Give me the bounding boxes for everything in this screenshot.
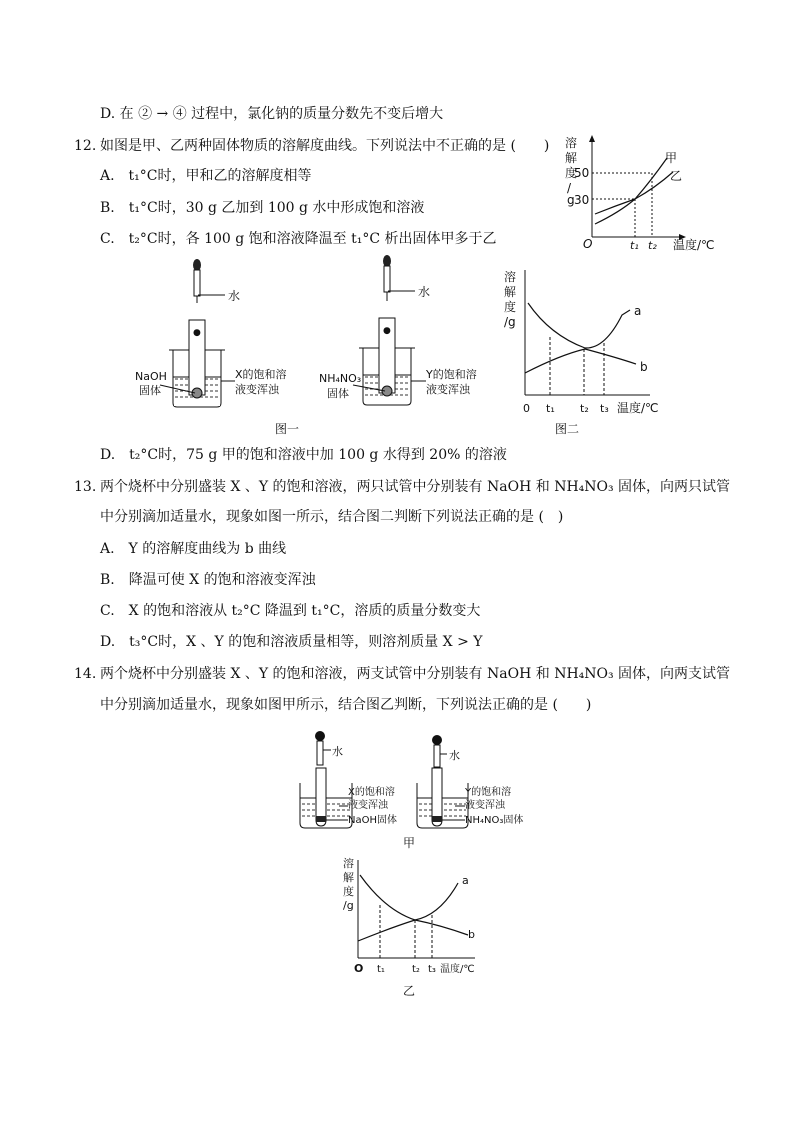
- figure-jia-beakers: [295, 728, 535, 853]
- yi-curve-b: [358, 920, 468, 941]
- dropper-left: [193, 259, 225, 303]
- q13-option-c[interactable]: C. X 的饱和溶液从 t₂°C 降温到 t₁°C，溶质的质量分数变大: [100, 603, 481, 619]
- fig2-caption: 图二: [555, 422, 580, 436]
- fig1-nh4no3-solid: 固体: [327, 387, 349, 400]
- fig1-nh4no3: NH₄NO₃: [319, 372, 362, 385]
- q12-solubility-chart: [555, 132, 755, 254]
- q13-option-a[interactable]: A. Y 的溶解度曲线为 b 曲线: [100, 541, 287, 557]
- fig2-ylabel-1: 溶: [504, 270, 517, 284]
- fig1-x-desc-1: X的饱和溶: [235, 368, 287, 381]
- q12-option-d[interactable]: D. t₂°C时，75 g 甲的饱和溶液中加 100 g 水得到 20% 的溶液: [100, 447, 507, 463]
- jia-nh4no3: NH₄NO₃固体: [465, 815, 524, 826]
- q12-label-jia: 甲: [665, 151, 678, 165]
- fig2-tick-t3: t₃: [600, 402, 609, 415]
- jia-y-desc-1: Y的饱和溶: [465, 787, 512, 798]
- fig1-water-right: 水: [418, 285, 431, 299]
- q13-option-d[interactable]: D. t₃°C时，X 、Y 的饱和溶液质量相等，则溶剂质量 X > Y: [100, 634, 483, 650]
- q12-ylabel-4: /: [567, 181, 572, 195]
- q12-tick-t1: t₁: [630, 239, 639, 252]
- yi-ylabel-3: 度: [343, 885, 354, 898]
- fig1-caption: 图一: [275, 422, 300, 436]
- jia-water-right: 水: [449, 749, 460, 762]
- fig2-ylabel-2: 解: [504, 285, 517, 299]
- yi-ylabel-4: /g: [343, 899, 354, 912]
- q12-tick-50: 50: [574, 166, 590, 180]
- q12-origin: O: [583, 237, 593, 251]
- jia-caption: 甲: [403, 836, 416, 850]
- fig1-x-desc-2: 液变浑浊: [235, 383, 279, 396]
- fig1-naoh-solid: 固体: [139, 384, 161, 397]
- fig2-curve-b: [525, 349, 636, 373]
- q12-curve-jia: [595, 158, 667, 224]
- yi-origin: O: [354, 962, 364, 975]
- q12-tick-30: 30: [574, 193, 590, 207]
- q12-number: 12.: [74, 138, 97, 154]
- yi-curve-a: [360, 875, 458, 920]
- q13-stem-line2: 中分别滴加适量水，现象如图一所示，结合图二判断下列说法正确的是 ( ): [100, 509, 564, 525]
- q12-xlabel: 温度/℃: [673, 238, 715, 252]
- figure-1-beakers: [125, 255, 495, 440]
- yi-label-b: b: [468, 928, 475, 941]
- q12-tick-t2: t₂: [648, 239, 657, 252]
- q13-stem-line1: 两个烧杯中分别盛装 X 、Y 的饱和溶液，两只试管中分别装有 NaOH 和 NH₄NO₃ 固体，向两只试管: [100, 479, 731, 495]
- figure-yi-solubility-curves: [340, 855, 490, 1005]
- figure-2-solubility-curves: [500, 265, 670, 440]
- fig2-tick-t1: t₁: [546, 402, 555, 415]
- fig2-origin: 0: [523, 402, 530, 415]
- fig2-ylabel-4: /g: [504, 315, 516, 329]
- q14-stem-line2: 中分别滴加适量水，现象如图甲所示，结合图乙判断，下列说法正确的是 ( ): [100, 697, 592, 713]
- fig2-curve-a: [528, 303, 630, 348]
- jia-x-desc-2: 液变浑浊: [348, 800, 388, 811]
- fig2-xlabel: 温度/℃: [617, 401, 659, 415]
- fig1-naoh: NaOH: [135, 370, 167, 383]
- jia-naoh: NaOH固体: [348, 815, 397, 826]
- q14-number: 14.: [74, 666, 97, 682]
- q12-option-a[interactable]: A. t₁°C时，甲和乙的溶解度相等: [100, 168, 312, 184]
- fig1-water-left: 水: [228, 289, 241, 303]
- q12-ylabel-2: 解: [565, 151, 578, 165]
- yi-label-a: a: [462, 874, 469, 887]
- yi-caption: 乙: [403, 984, 416, 998]
- yi-ylabel-1: 溶: [343, 857, 354, 870]
- fig2-label-a: a: [634, 304, 642, 318]
- jia-water-left: 水: [332, 745, 343, 758]
- q12-ylabel-5: g: [567, 193, 575, 207]
- q11-option-d: D. 在 ② → ④ 过程中，氯化钠的质量分数先不变后增大: [100, 106, 444, 122]
- yi-tick-t2: t₂: [412, 964, 420, 975]
- q12-ylabel-3: 度: [565, 166, 578, 180]
- fig2-label-b: b: [640, 360, 648, 374]
- svg-text:●: ●: [383, 326, 391, 336]
- jia-x-desc-1: X的饱和溶: [348, 787, 395, 798]
- fig1-y-desc-1: Y的饱和溶: [426, 368, 477, 381]
- q13-option-b[interactable]: B. 降温可使 X 的饱和溶液变浑浊: [100, 572, 316, 588]
- q12-label-yi: 乙: [670, 169, 683, 183]
- q12-curve-yi: [595, 172, 673, 214]
- fig2-ylabel-3: 度: [504, 300, 517, 314]
- fig1-y-desc-2: 液变浑浊: [426, 383, 470, 396]
- yi-xlabel: 温度/℃: [440, 964, 475, 975]
- yi-tick-t1: t₁: [377, 964, 385, 975]
- yi-ylabel-2: 解: [343, 871, 354, 884]
- jia-y-desc-2: 液变浑浊: [465, 800, 505, 811]
- q12-stem: 如图是甲、乙两种固体物质的溶解度曲线。下列说法中不正确的是 ( ): [100, 138, 550, 154]
- q14-stem-line1: 两个烧杯中分别盛装 X 、Y 的饱和溶液，两支试管中分别装有 NaOH 和 NH₄NO₃ 固体，向两支试管: [100, 666, 731, 682]
- yi-tick-t3: t₃: [428, 964, 436, 975]
- q12-ylabel-1: 溶: [565, 136, 578, 150]
- fig2-tick-t2: t₂: [580, 402, 589, 415]
- q13-number: 13.: [74, 479, 97, 495]
- svg-text:●: ●: [193, 328, 201, 338]
- q12-option-b[interactable]: B. t₁°C时，30 g 乙加到 100 g 水中形成饱和溶液: [100, 200, 425, 216]
- q12-option-c[interactable]: C. t₂°C时，各 100 g 饱和溶液降温至 t₁°C 析出固体甲多于乙: [100, 231, 497, 247]
